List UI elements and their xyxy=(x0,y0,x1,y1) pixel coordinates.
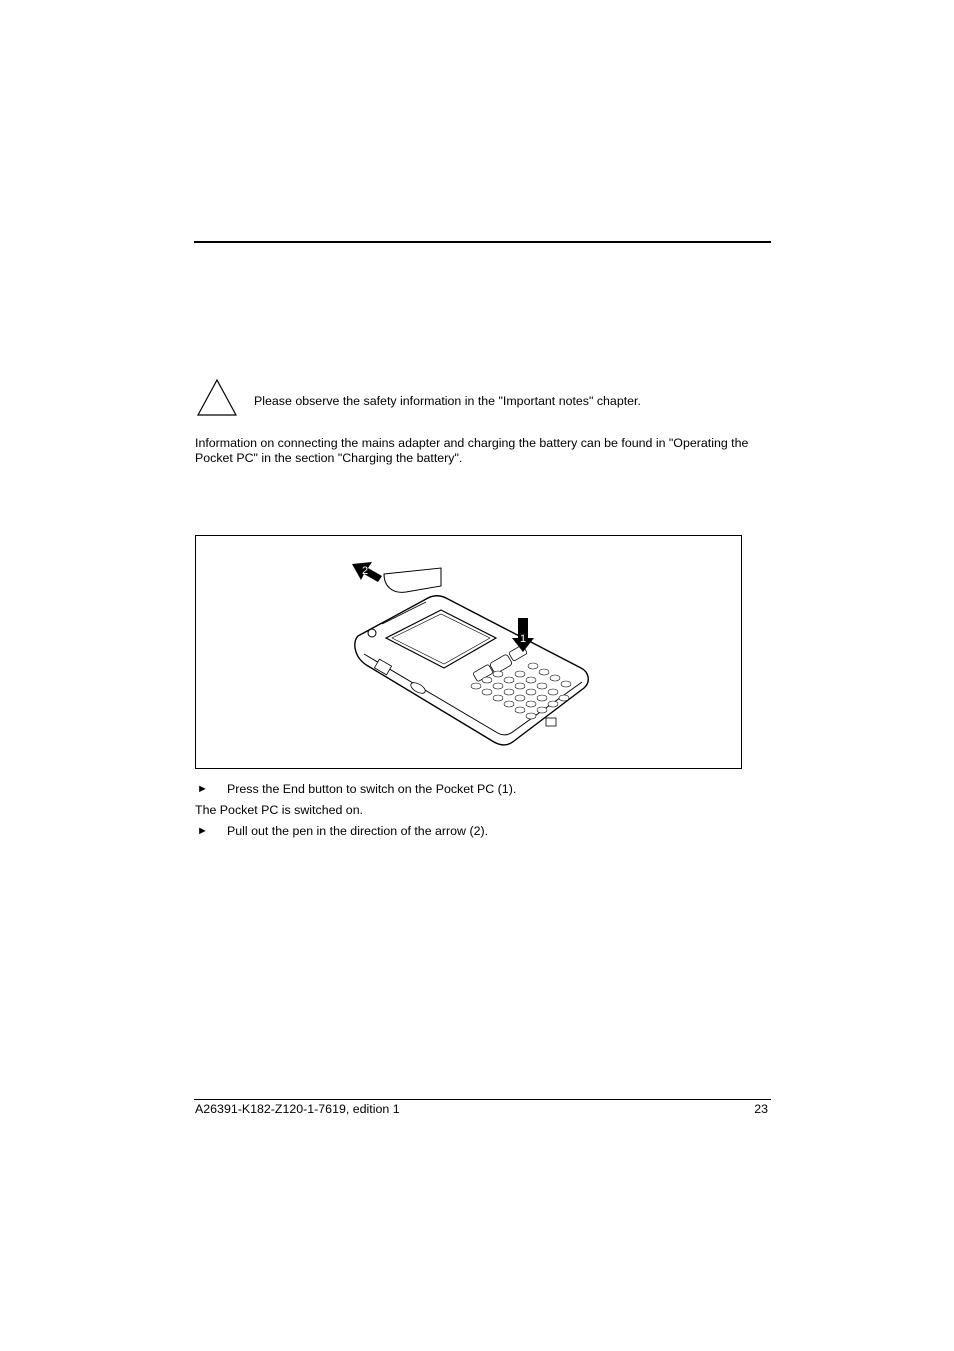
connector-port xyxy=(546,718,556,726)
device-illustration xyxy=(195,535,742,769)
pocket-pc-drawing xyxy=(196,536,741,768)
step-2-text: Pull out the pen in the direction of the arrow (2). xyxy=(227,824,489,838)
intro-paragraph: Information on connecting the mains adapter and charging the battery can be found in "Operating the Pocket PC" in the section "Charging the battery". xyxy=(195,436,749,465)
warning-triangle-icon xyxy=(196,378,238,416)
header-rule xyxy=(194,241,771,243)
footer-doc-id: A26391-K182-Z120-1-7619, edition 1 xyxy=(195,1102,400,1116)
bullet-arrow-icon: ► xyxy=(197,825,208,837)
warning-text: Please observe the safety information in the "Important notes" chapter. xyxy=(254,394,641,408)
footer-rule xyxy=(194,1099,771,1100)
step-1-text: Press the End button to switch on the Pocket PC (1). xyxy=(227,782,517,796)
callout-2: 2 xyxy=(362,565,369,577)
bullet-arrow-icon: ► xyxy=(197,783,208,795)
callout-1: 1 xyxy=(520,633,527,645)
stylus-pen xyxy=(384,568,441,592)
page-number: 23 xyxy=(754,1102,768,1116)
result-text: The Pocket PC is switched on. xyxy=(195,803,364,817)
